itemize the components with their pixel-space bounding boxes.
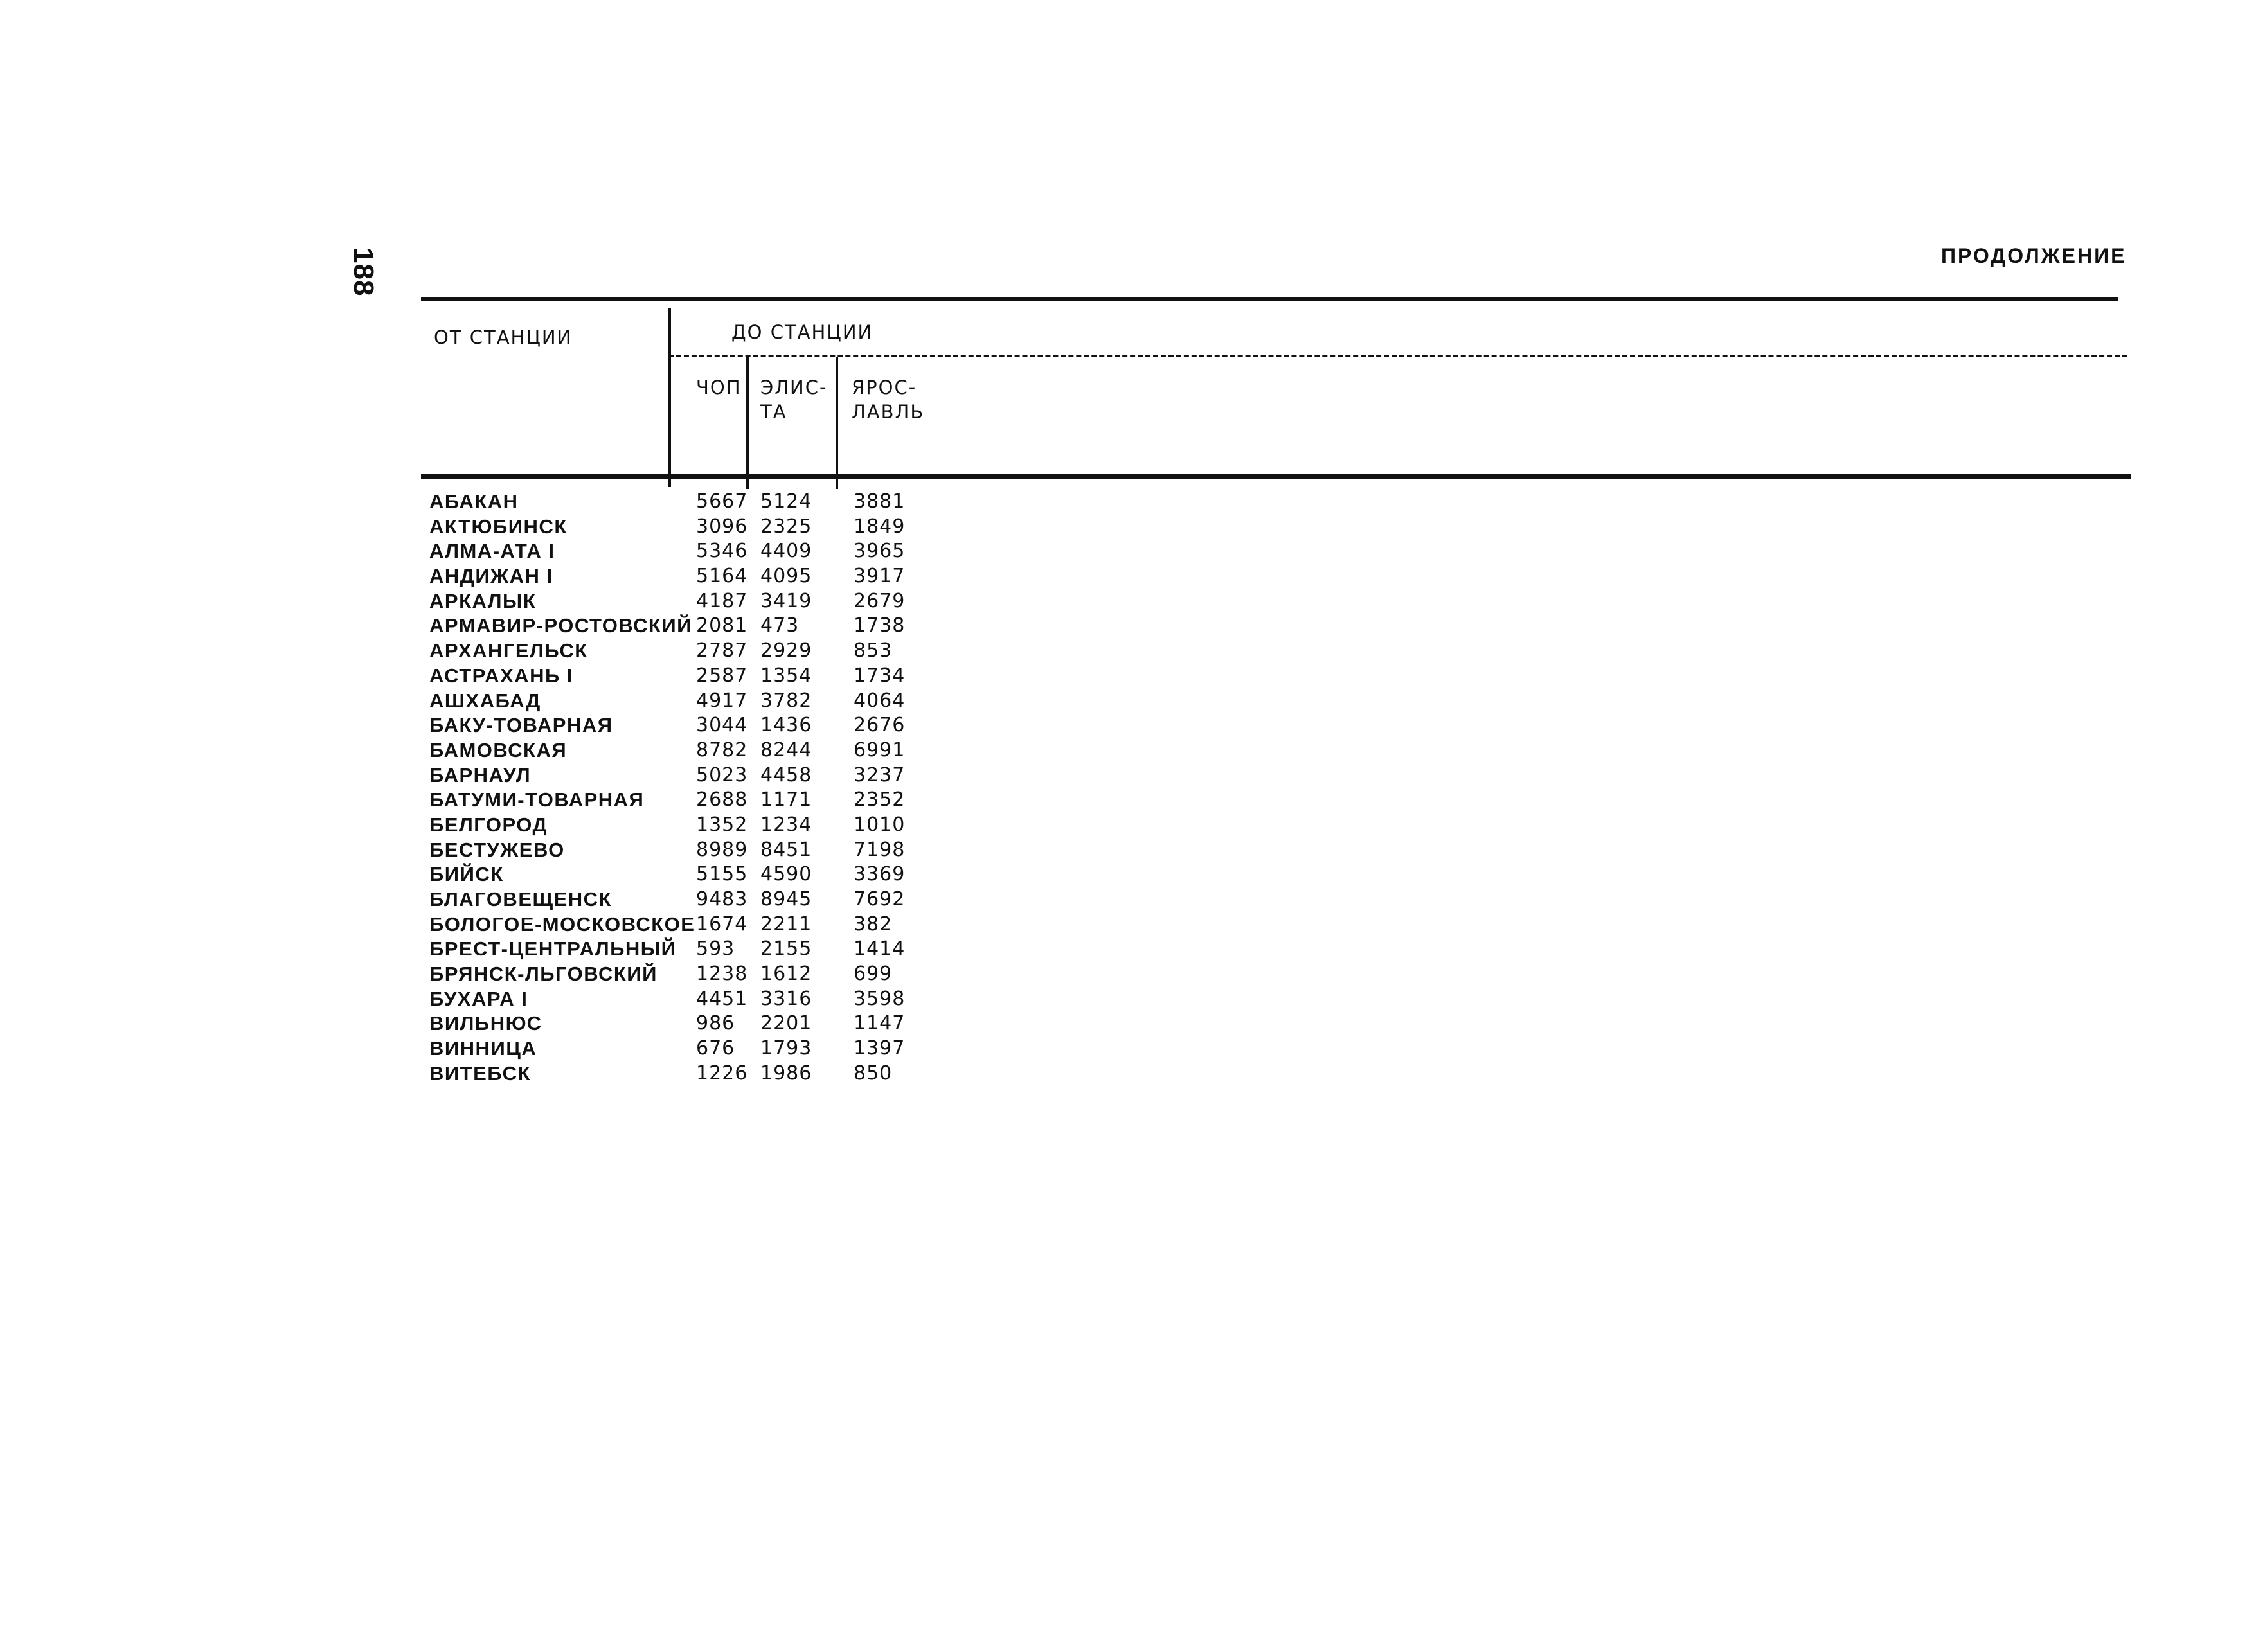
distance-elista: 2155: [760, 937, 812, 961]
distance-elista: 4458: [760, 763, 812, 786]
distance-chop: 8989: [696, 838, 748, 861]
distance-chop: 5667: [696, 490, 748, 513]
distance-chop: 5346: [696, 540, 748, 563]
station-name: АРХАНГЕЛЬСК: [429, 639, 588, 662]
distance-yaroslavl: 3369: [854, 863, 906, 886]
station-name: АБАКАН: [429, 490, 519, 513]
station-name: ВИТЕБСК: [429, 1061, 531, 1085]
distance-chop: 2787: [696, 639, 748, 662]
station-name: БРЯНСК-ЛЬГОВСКИЙ: [429, 963, 658, 986]
distance-elista: 2201: [760, 1012, 812, 1035]
to-station-header: ДО СТАНЦИИ: [731, 321, 873, 343]
station-name: АЛМА-АТА I: [429, 540, 555, 563]
distance-chop: 2587: [696, 664, 748, 687]
column-header-elista: [760, 375, 850, 424]
station-name: АРМАВИР-РОСТОВСКИЙ: [429, 614, 692, 637]
station-name: АШХАБАД: [429, 689, 541, 712]
distance-yaroslavl: 1010: [854, 813, 906, 836]
distance-chop: 1226: [696, 1061, 748, 1085]
distance-yaroslavl: 3965: [854, 540, 906, 563]
distance-chop: 1674: [696, 912, 748, 936]
station-name: БРЕСТ-ЦЕНТРАЛЬНЫЙ: [429, 937, 677, 961]
distance-yaroslavl: 7692: [854, 888, 906, 910]
distance-elista: 8451: [760, 838, 812, 861]
distance-yaroslavl: 1147: [854, 1012, 906, 1035]
distance-elista: 8244: [760, 738, 812, 761]
distance-elista: 1354: [760, 664, 812, 687]
distance-chop: 5023: [696, 763, 748, 786]
distance-yaroslavl: 850: [854, 1061, 893, 1085]
distance-elista: 1436: [760, 714, 812, 737]
distance-elista: 4590: [760, 863, 812, 886]
distance-elista: 3419: [760, 589, 812, 612]
header-dashed-rule: [668, 355, 2127, 357]
distance-yaroslavl: 6991: [854, 738, 906, 761]
distance-elista: 5124: [760, 490, 812, 513]
station-name: БЕСТУЖЕВО: [429, 838, 565, 861]
station-name: БАКУ-ТОВАРНАЯ: [429, 714, 613, 737]
distance-chop: 593: [696, 937, 735, 961]
continuation-label: ПРОДОЛЖЕНИЕ: [1941, 244, 2127, 267]
distance-chop: 4451: [696, 987, 748, 1010]
column-header-line: ЯРОС-: [852, 377, 917, 398]
distance-elista: 1793: [760, 1037, 812, 1060]
distance-chop: 676: [696, 1037, 735, 1060]
distance-elista: 4095: [760, 565, 812, 588]
distance-yaroslavl: 3237: [854, 763, 906, 786]
distance-yaroslavl: 1849: [854, 515, 906, 538]
station-name: ВИННИЦА: [429, 1037, 537, 1060]
station-name: БАРНАУЛ: [429, 763, 532, 786]
distance-chop: 3044: [696, 714, 748, 737]
distance-yaroslavl: 1414: [854, 937, 906, 961]
column-header-line: ЭЛИС-: [760, 377, 828, 398]
distance-chop: 5155: [696, 863, 748, 886]
column-divider-from: [668, 308, 671, 487]
distance-elista: 1612: [760, 963, 812, 986]
distance-yaroslavl: 2679: [854, 589, 906, 612]
distance-chop: 4187: [696, 589, 748, 612]
distance-chop: 1238: [696, 963, 748, 986]
distance-elista: 1986: [760, 1061, 812, 1085]
distance-yaroslavl: 699: [854, 963, 893, 986]
station-name: БЛАГОВЕЩЕНСК: [429, 888, 612, 910]
station-name: БАТУМИ-ТОВАРНАЯ: [429, 788, 645, 812]
station-name: АНДИЖАН I: [429, 565, 553, 588]
distance-yaroslavl: 3598: [854, 987, 906, 1010]
distance-yaroslavl: 3917: [854, 565, 906, 588]
station-name: АСТРАХАНЬ I: [429, 664, 573, 687]
page-number: 188: [348, 247, 379, 297]
distance-chop: 4917: [696, 689, 748, 712]
distance-elista: 2325: [760, 515, 812, 538]
distance-yaroslavl: 1738: [854, 614, 906, 637]
distance-chop: 8782: [696, 738, 748, 761]
column-header-line: ТА: [760, 401, 787, 423]
distance-yaroslavl: 853: [854, 639, 893, 662]
distance-chop: 3096: [696, 515, 748, 538]
distance-elista: 8945: [760, 888, 812, 910]
distance-elista: 3316: [760, 987, 812, 1010]
distance-elista: 1171: [760, 788, 812, 812]
distance-elista: 3782: [760, 689, 812, 712]
station-name: БУХАРА I: [429, 987, 528, 1010]
distance-yaroslavl: 4064: [854, 689, 906, 712]
station-name: БАМОВСКАЯ: [429, 738, 568, 761]
station-name: ВИЛЬНЮС: [429, 1012, 542, 1035]
distance-elista: 2211: [760, 912, 812, 936]
station-name: БЕЛГОРОД: [429, 813, 548, 836]
distance-elista: 4409: [760, 540, 812, 563]
from-station-header: ОТ СТАНЦИИ: [434, 326, 573, 348]
distance-chop: 2688: [696, 788, 748, 812]
column-header-line: ЧОП: [696, 377, 742, 398]
distance-yaroslavl: 382: [854, 912, 893, 936]
station-name: БИЙСК: [429, 863, 504, 886]
distance-yaroslavl: 7198: [854, 838, 906, 861]
distance-elista: 2929: [760, 639, 812, 662]
column-header-line: ЛАВЛЬ: [852, 401, 925, 423]
distance-chop: 986: [696, 1012, 735, 1035]
distance-chop: 5164: [696, 565, 748, 588]
station-name: АРКАЛЫК: [429, 589, 537, 612]
distance-elista: 473: [760, 614, 800, 637]
station-name: БОЛОГОЕ-МОСКОВСКОЕ: [429, 912, 695, 936]
distance-chop: 1352: [696, 813, 748, 836]
table-top-rule: [421, 297, 2118, 301]
distance-yaroslavl: 1734: [854, 664, 906, 687]
distance-yaroslavl: 1397: [854, 1037, 906, 1060]
distance-elista: 1234: [760, 813, 812, 836]
station-name: АКТЮБИНСК: [429, 515, 568, 538]
distance-yaroslavl: 2676: [854, 714, 906, 737]
distance-chop: 2081: [696, 614, 748, 637]
distance-yaroslavl: 2352: [854, 788, 906, 812]
distance-chop: 9483: [696, 888, 748, 910]
header-bottom-rule: [421, 474, 2131, 479]
distance-yaroslavl: 3881: [854, 490, 906, 513]
column-header-yaroslavl: [852, 375, 942, 424]
